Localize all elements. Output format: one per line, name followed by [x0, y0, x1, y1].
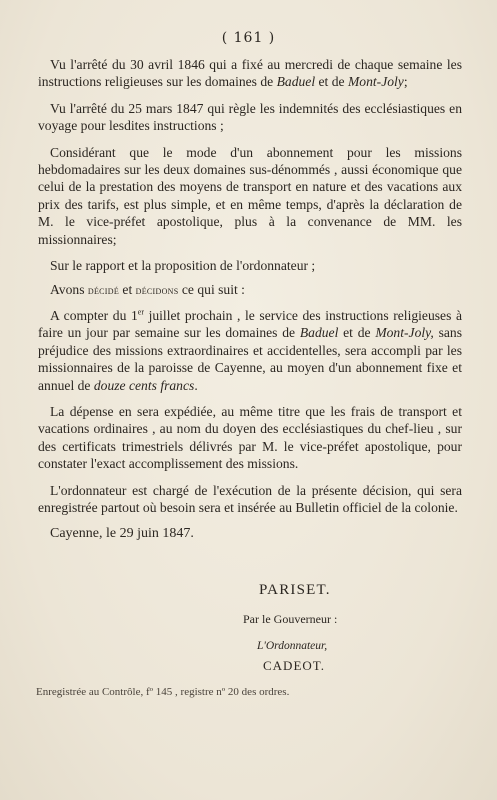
paragraph-6: A compter du 1er juillet prochain , le service des instructions religieuses à faire un jour par semaine sur les domaines de Baduel et de Mont-Joly, sans préjudice des missions extraordinaires et accidentelles, sera accompli par les missionnaires de la paroisse de Cayenne, au moyen d'un abonnement fixe et annuel de douze cents francs.: [38, 307, 463, 393]
paragraph-8: L'ordonnateur est chargé de l'exécution de la présente décision, qui sera enregistrée partout où besoin sera et insérée au Bulletin officiel de la colonie.: [38, 482, 462, 515]
governor-signature: PARISET.: [259, 582, 331, 598]
paragraph-3: Considérant que le mode d'un abonnement pour les missions hebdomadaires sur les deux domaines sus-dénommés , aussi économique que celui de la prestation des moyens de transport en nature et des vacations aux prix des tarifs, est plus simple, et en même temps, d'après la déclaration de M. le vice-préfet apostolique, plus à la convenance de MM. les missionnaires;: [38, 144, 462, 247]
paragraph-4: Sur le rapport et la proposition de l'ordonnateur ;: [50, 258, 316, 274]
paragraph-2: Vu l'arrêté du 25 mars 1847 qui règle les indemnités des ecclésiastiques en voyage pour lesdites instructions ;: [38, 100, 462, 134]
page-number: ( 161 ): [221, 30, 276, 46]
date-line: Cayenne, le 29 juin 1847.: [50, 526, 194, 542]
paragraph-7: La dépense en sera expédiée, au même titre que les frais de transport et vacations ordinaires , au nom du doyen des ecclésiastiques du chef-lieu , sur des certificats trimestriels délivrés par M. le vice-préfet apostolique, pour constater l'exact accomplissement des missions.: [38, 403, 462, 472]
document-body: [38, 56, 462, 543]
paragraph-1: Vu l'arrêté du 30 avril 1846 qui a fixé au mercredi de chaque semaine les instructions religieuses sur les domaines de Baduel et de Mont-Joly;: [38, 57, 462, 90]
registration-note: Enregistrée au Contrôle, fº 145 , registre nº 20 des ordres.: [36, 686, 290, 698]
ordonnateur-title: L'Ordonnateur,: [257, 640, 328, 652]
ordonnateur-signature: CADEOT.: [263, 658, 326, 673]
by-governor-label: Par le Gouverneur :: [243, 612, 338, 626]
paragraph-5: Avons décidé et décidons ce qui suit :: [50, 282, 245, 298]
